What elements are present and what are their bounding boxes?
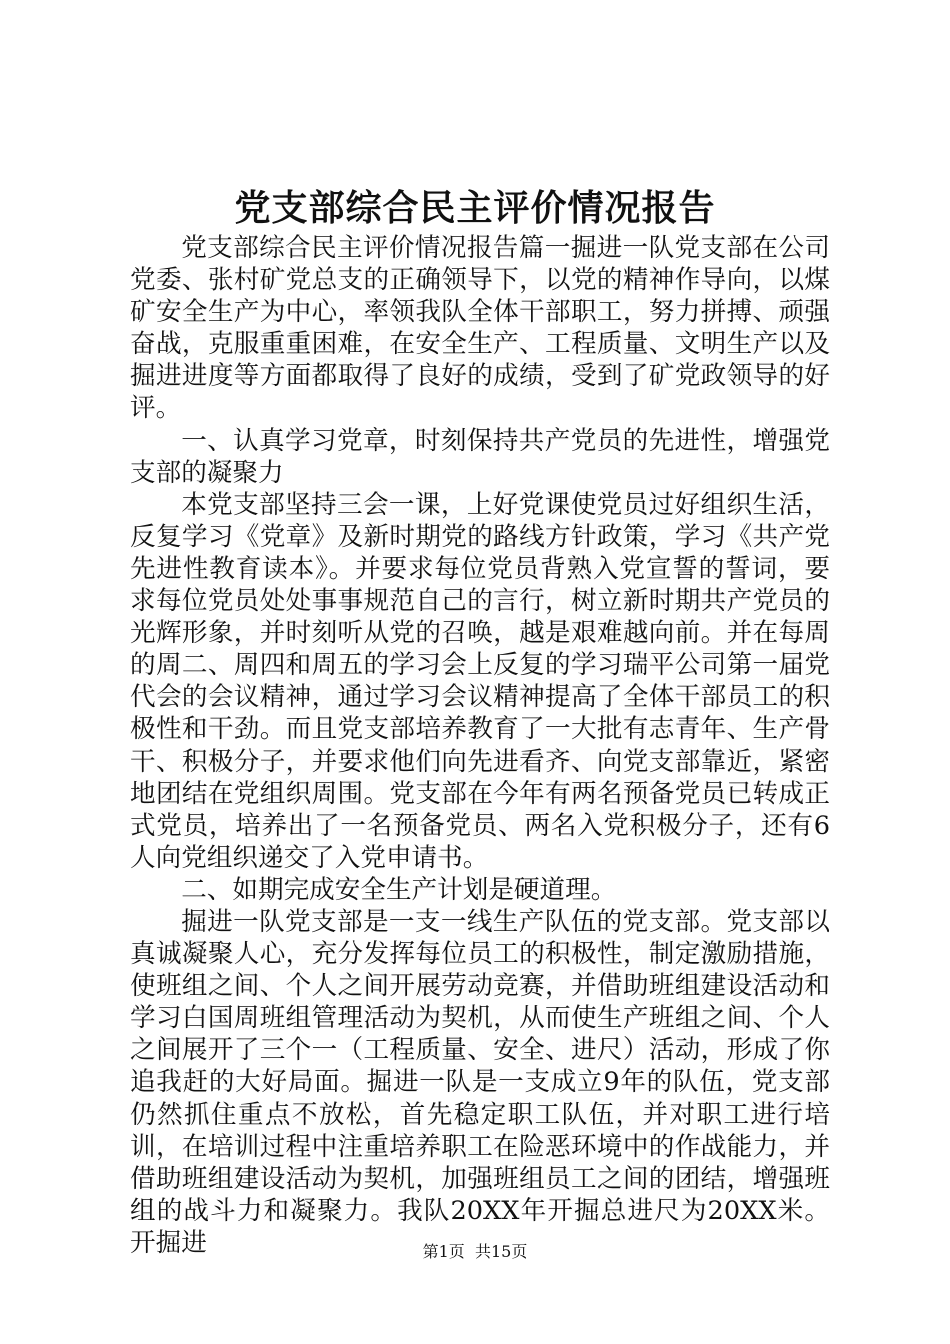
- page-number: 第1页: [422, 1242, 465, 1261]
- paragraph-section-2: 掘进一队党支部是一支一线生产队伍的党支部。党支部以真诚凝聚人心，充分发挥每位员工的积极性，制定激励措施，使班组之间、个人之间开展劳动竞赛，并借助班组建设活动和学习白国周班组管理活动为契机，从而使生产班组之间、个人之间展开了三个一（工程质量、安全、进尺）活动，形成了你追我赶的大好局面。掘进一队是一支成立9年的队伍，党支部仍然抓住重点不放松，首先稳定职工队伍，并对职工进行培训，在培训过程中注重培养职工在险恶环境中的作战能力，并借助班组建设活动为契机，加强班组员工之间的团结，增强班组的战斗力和凝聚力。我队20XX年开掘总进尺为20XX米。开掘进: [130, 906, 830, 1258]
- document-body: [130, 232, 830, 1259]
- footer-spacer: [465, 1242, 475, 1261]
- page-total: 共15页: [474, 1242, 528, 1261]
- paragraph-section-1: 本党支部坚持三会一课，上好党课使党员过好组织生活，反复学习《党章》及新时期党的路线方针政策，学习《共产党先进性教育读本》。并要求每位党员背熟入党宣誓的誓词，要求每位党员处处事事规范自己的言行，树立新时期共产党员的光辉形象，并时刻听从党的召唤，越是艰难越向前。并在每周的周二、周四和周五的学习会上反复的学习瑞平公司第一届党代会的会议精神，通过学习会议精神提高了全体干部员工的积极性和干劲。而且党支部培养教育了一大批有志青年、生产骨干、积极分子，并要求他们向先进看齐、向党支部靠近，紧密地团结在党组织周围。党支部在今年有两名预备党员已转成正式党员，培养出了一名预备党员、两名入党积极分子，还有6人向党组织递交了入党申请书。: [130, 489, 830, 873]
- page-footer: [0, 1240, 950, 1264]
- document-title: 党支部综合民主评价情况报告: [234, 187, 716, 229]
- paragraph-intro: 党支部综合民主评价情况报告篇一掘进一队党支部在公司党委、张村矿党总支的正确领导下，以党的精神作导向，以煤矿安全生产为中心，率领我队全体干部职工，努力拼搏、顽强奋战，克服重重困难，在安全生产、工程质量、文明生产以及掘进进度等方面都取得了良好的成绩，受到了矿党政领导的好评。: [130, 233, 830, 424]
- paragraph-heading-1: 一、认真学习党章，时刻保持共产党员的先进性，增强党支部的凝聚力: [130, 425, 830, 488]
- paragraph-heading-2: 二、如期完成安全生产计划是硬道理。: [181, 874, 617, 905]
